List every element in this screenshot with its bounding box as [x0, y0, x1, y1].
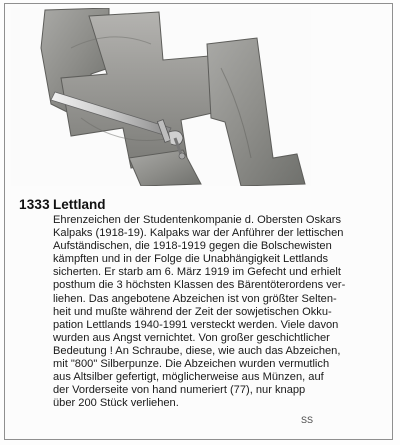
description-line: über 200 Stück verliehen. [53, 397, 179, 410]
lot-number: 1333 [19, 197, 50, 212]
description-line: der Vorderseite von hand numeriert (77), nur knapp [53, 384, 306, 397]
description-line: pation Lettlands 1940-1991 versteckt werden. Viele davon [53, 318, 339, 331]
badge-image [11, 8, 311, 186]
description-line: mit "800" Silberpunze. Die Abzeichen wurden vermutlich [53, 358, 330, 371]
description-line: wurden aus Angst vernichtet. Von großer geschichtlicher [53, 331, 330, 344]
catalog-entry-frame [4, 3, 393, 440]
description-line: aus Altsilber gefertigt, möglicherweise aus Münzen, auf [53, 371, 324, 384]
badge-photo [11, 8, 311, 186]
signature-mark: SS [301, 415, 314, 425]
description-line: Bedeutung ! An Schraube, diese, wie auch das Abzeichen, [53, 344, 341, 357]
description-line: Aufständischen, die 1918-1919 gegen die Bolschewisten [53, 240, 332, 253]
lot-title: Lettland [53, 197, 106, 212]
description-line: kämpften und in der Folge die Unabhängigkeit Lettlands [53, 253, 329, 266]
description-line: Kalpaks (1918-19). Kalpaks war der Anführer der lettischen [53, 227, 344, 240]
description-line: heit und mußte während der Zeit der sowjetischen Okku- [53, 305, 332, 318]
description-line: sicherten. Er starb am 6. März 1919 im Gefecht und erhielt [53, 266, 341, 279]
lot-description [53, 214, 353, 410]
description-line: liehen. Das angebotene Abzeichen ist von größter Selten- [53, 292, 337, 305]
description-line: Ehrenzeichen der Studentenkompanie d. Obersten Oskars [53, 214, 341, 226]
description-line: posthum die 3 höchsten Klassen des Bärentöterordens ver- [53, 279, 346, 292]
